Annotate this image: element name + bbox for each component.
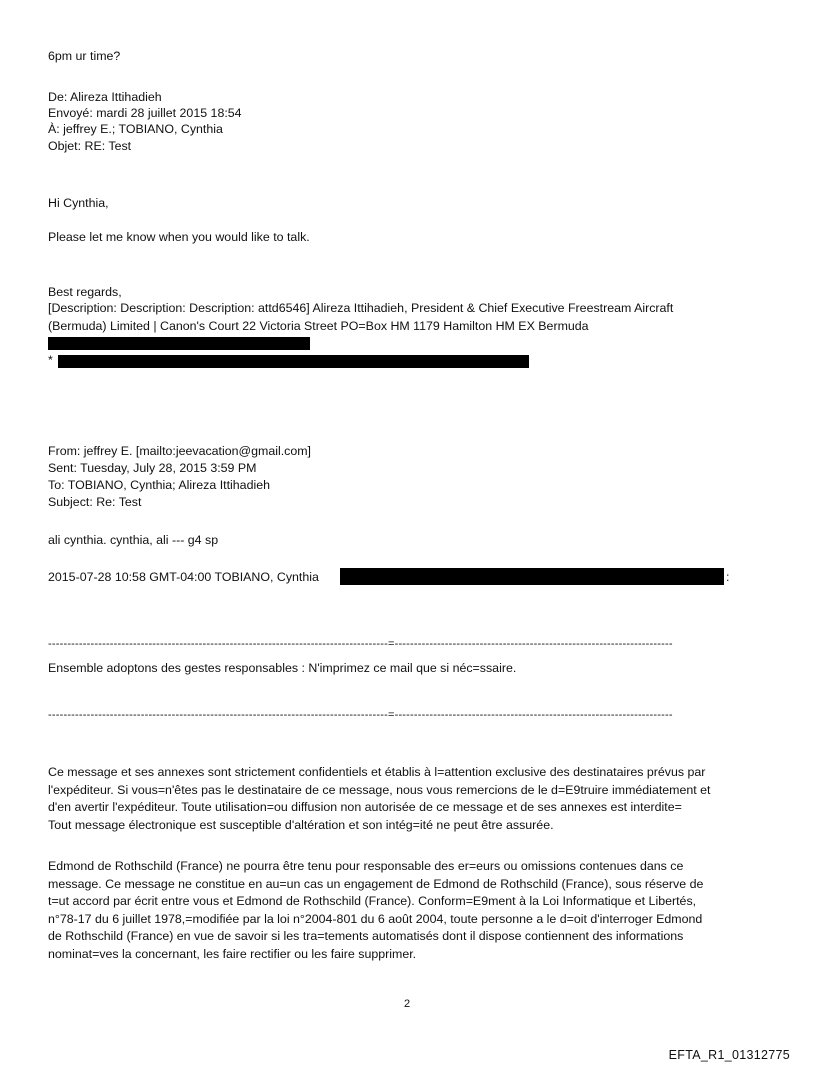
disclaimer-line: Edmond de Rothschild (France) ne pourra être tenu pour responsable des er=eurs ou omissions contenues dans ce <box>48 859 684 873</box>
disclaimer-line: n°78-17 du 6 juillet 1978,=modifiée par la loi n°2004-801 du 6 août 2004, toute personne a le d=oit d'interroger Edmond <box>48 911 703 926</box>
header2-from: From: jeffrey E. [mailto:jeevacation@gmail.com] <box>48 444 312 458</box>
header2-to: To: TOBIANO, Cynthia; Alireza Ittihadieh <box>48 478 270 492</box>
separator-line: ----------------------------------------------------------------------------------------=------------------------------------------------------------------------ <box>48 709 673 721</box>
reply-text: 6pm ur time? <box>48 49 121 63</box>
redaction-bar <box>58 355 529 368</box>
header1-sent: Envoyé: mardi 28 juillet 2015 18:54 <box>48 106 242 120</box>
disclaimer-line: message. Ce message ne constitue en au=un cas un engagement de Edmond de Rothschild (France), sous réserve de <box>48 876 704 891</box>
disclaimer-paragraph-2 <box>48 858 773 964</box>
disclaimer-line: t=ut accord par écrit entre vous et Edmond de Rothschild (France). Conform=E9ment à la Loi Informatique et Libertés, <box>48 894 697 909</box>
body1-line: Please let me know when you would like to talk. <box>48 230 310 244</box>
quote-colon: : <box>726 570 730 584</box>
redaction-bar <box>48 337 310 350</box>
disclaimer-line: Tout message électronique est susceptible d'altération et son intég=ité ne peut être assurée. <box>48 817 554 832</box>
quote-attribution: 2015-07-28 10:58 GMT-04:00 TOBIANO, Cynthia <box>48 570 319 584</box>
separator-line: ----------------------------------------------------------------------------------------=------------------------------------------------------------------------ <box>48 638 673 650</box>
header1-subject: Objet: RE: Test <box>48 139 132 153</box>
signature-line-1: [Description: Description: Description: attd6546] Alireza Ittihadieh, President & Chief Executive Freestream Aircraft <box>48 301 674 315</box>
redaction-bar <box>340 568 724 585</box>
disclaimer-line: l'expéditeur. Si vous=n'êtes pas le destinataire de ce message, nous vous remercions de le d=E9truire immédiatement et <box>48 782 711 797</box>
header1-from: De: Alireza Ittihadieh <box>48 90 162 104</box>
header2-subject: Subject: Re: Test <box>48 495 142 509</box>
disclaimer-line: de Rothschild (France) en vue de savoir si les tra=tements automatisés dont il dispose contiennent des informations <box>48 929 684 944</box>
body2-line: ali cynthia. cynthia, ali --- g4 sp <box>48 533 219 547</box>
greeting: Hi Cynthia, <box>48 196 109 210</box>
header1-to: À: jeffrey E.; TOBIANO, Cynthia <box>48 122 223 136</box>
disclaimer-paragraph-1 <box>48 764 773 834</box>
disclaimer-line: Ce message et ses annexes sont strictement confidentiels et établis à l=attention exclusive des destinataires prévus par <box>48 765 706 779</box>
signature-line-2: (Bermuda) Limited | Canon's Court 22 Victoria Street PO=Box HM 1179 Hamilton HM EX Bermuda <box>48 319 589 333</box>
redacted-line-prefix: * <box>48 353 53 367</box>
disclaimer-line: d'en avertir l'expéditeur. Toute utilisation=ou diffusion non autorisée de ce message et de ses annexes est interdite= <box>48 800 682 815</box>
document-id: EFTA_R1_01312775 <box>668 1048 790 1062</box>
eco-note: Ensemble adoptons des gestes responsables : N'imprimez ce mail que si néc=ssaire. <box>48 661 517 675</box>
header2-sent: Sent: Tuesday, July 28, 2015 3:59 PM <box>48 461 257 475</box>
closing: Best regards, <box>48 285 122 299</box>
page-number: 2 <box>404 998 411 1010</box>
disclaimer-line: nominat=ves la concernant, les faire rectifier ou les faire supprimer. <box>48 946 417 961</box>
